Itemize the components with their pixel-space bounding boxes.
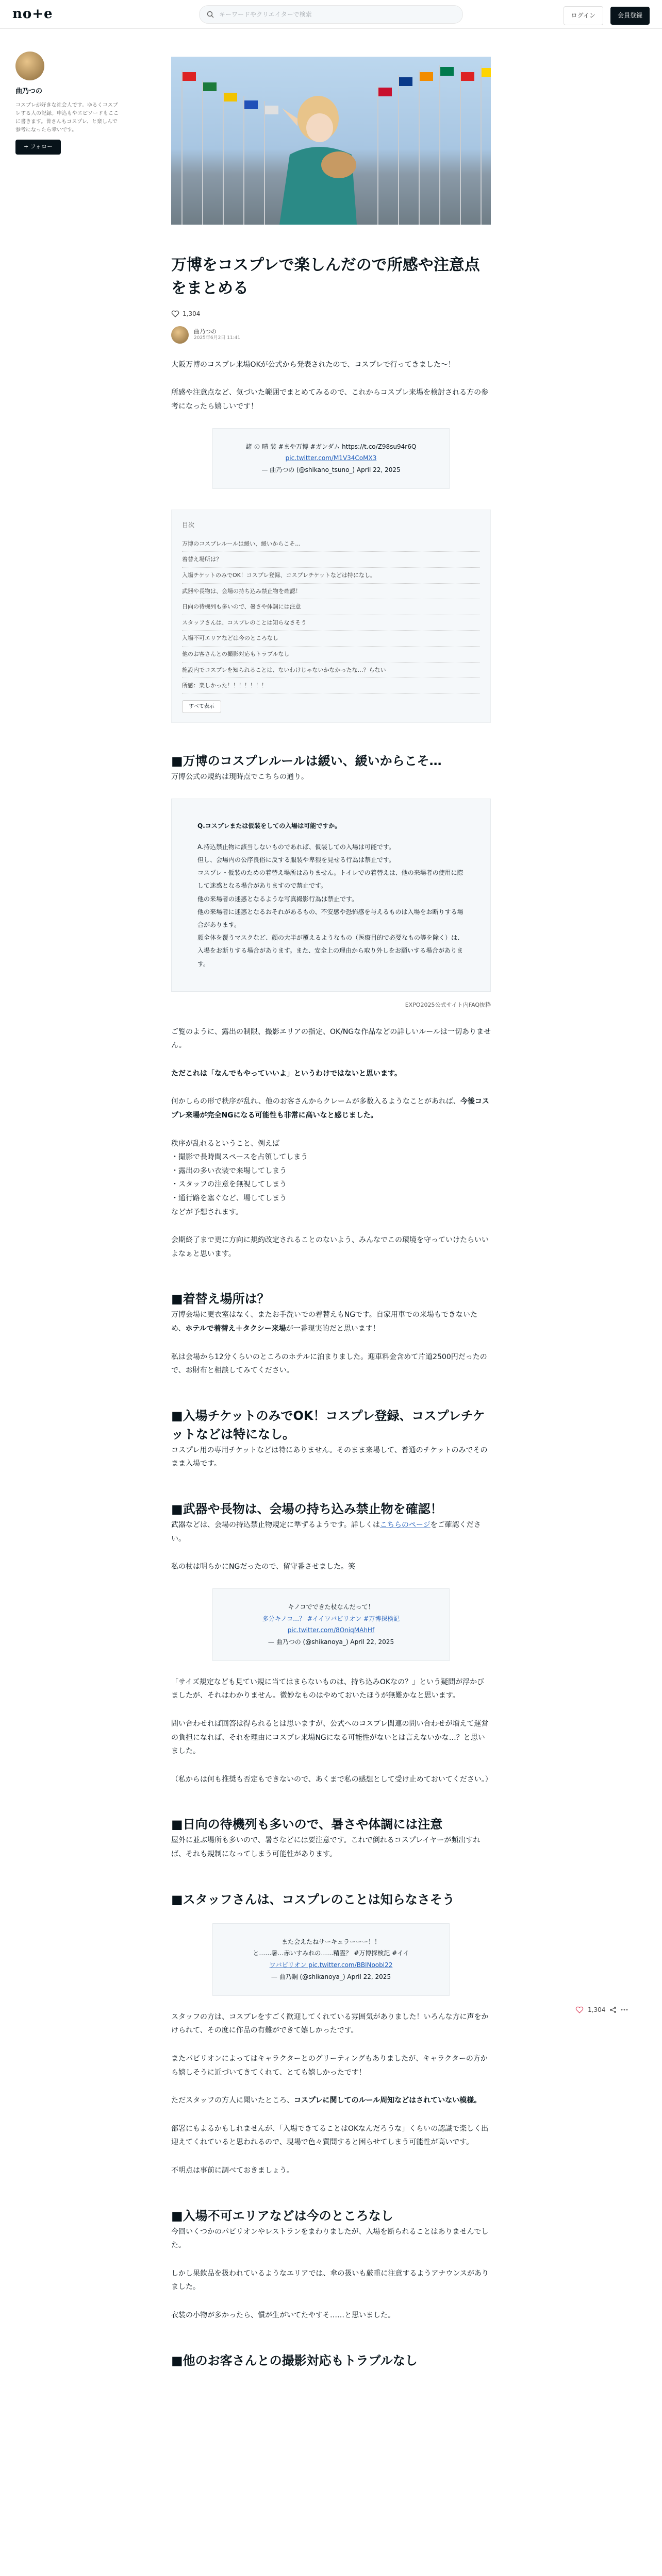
list-item: ・露出の多い衣装で来場してしまう [171,1166,287,1175]
paragraph: 不明点は事前に調べておきましょう。 [171,2166,294,2175]
paragraph: 今回いくつかのパビリオンやレストランをまわりましたが、入場を断られることはありませんでした。 [171,2227,489,2250]
section-heading-staff: ■スタッフさんは、コスプレのことは知らなさそう [171,1892,455,1907]
section-heading-rules: ■万博のコスプレルールは緩い、緩いからこそ… [171,754,442,769]
text: が一番現実的だと思います！ [286,1324,380,1333]
table-of-contents [171,510,491,723]
search-input[interactable] [199,5,463,24]
quote-line: Q.コスプレまたは仮装をしての入場は可能ですか。 [197,822,341,829]
section-lead: 万博公式の規約は現時点でこちらの通り。 [171,773,308,782]
quote-line: 他の来場者の迷惑となるような写真撮影行為は禁止です。 [197,895,358,903]
paragraph: （私からは何も推奨も否定もできないので、あくまで私の感想として受け止めておいてください。） [171,1775,492,1784]
list-item: ・通行路を塞ぐなど、場してしまう [171,1194,287,1202]
tweet-link[interactable]: ワバビリオン pic.twitter.com/BBlNoobl22 [269,1961,393,1969]
tweet-text: 諸 の 晴 装 #まや万博 #ガンダム https://t.co/Z98su94r6Q [245,443,417,450]
like-counter[interactable] [171,308,491,320]
heart-icon[interactable] [171,310,179,318]
section-heading-ticket: ■入場チケットのみでOK！コスプレ登録、コスプレチケットなどは特になし。 [171,1408,485,1442]
toc-item[interactable]: 日向の待機列も多いので、暑さや体調には注意 [182,599,480,615]
paragraph [171,2094,491,2108]
intro-paragraph-1: 大阪万博のコスプレ来場OKが公式から発表されたので、コスプレで行ってきました〜！ [171,360,455,369]
quote-line: 他の来場者に迷惑となるおそれがあるもの、不安感や恐怖感を与えるものは入場をお断りする場合があります。 [197,908,464,928]
paragraph: 秩序が乱れるということ、例えば [171,1139,279,1148]
paragraph [171,1308,491,1335]
list-item: などが予想されます。 [171,1208,243,1216]
more-icon[interactable] [621,2006,628,2013]
author-avatar[interactable] [171,326,189,344]
tweet-embed-1[interactable] [212,428,450,489]
paragraph: 私の杖は明らかにNGだったので、留守番させました。笑 [171,1563,356,1571]
tweet-author: — 曲乃つの (@shikanoya_) April 22, 2025 [268,1638,394,1646]
paragraph: 衣装の小物が多かったら、慣が生がいてたやすそ……と思いました。 [171,2311,395,2319]
paragraph: 部署にもよるかもしれませんが、「入場できてることはOKなんだろうな」くらいの認識で楽しく出迎えてくれていると思われるので、現場で色々質問すると困らせてしまう可能性が高いです。 [171,2124,489,2147]
tweet-text: また会えたねサーキュラーーー！！ [281,1938,380,1945]
text: 武器などは、会場の持込禁止物規定に準ずるようです。詳しくは [171,1520,380,1529]
paragraph [171,1518,491,1546]
bullet-list [171,1150,491,1219]
article [171,57,491,2370]
share-icon[interactable] [609,2006,617,2013]
toc-item[interactable]: 万博のコスプレルールは緩い、緩いからこそ… [182,536,480,552]
floating-action-bar [575,2004,628,2016]
toc-item[interactable]: 入場不可エリアなどは今のところなし [182,631,480,647]
section-heading-areas: ■入場不可エリアなどは今のところなし [171,2208,393,2223]
sidebar-author-bio: コスプレが好きな社会人です。ゆるくコスプレする人の記録。申込もやエピソードもここに書きます。皆さんもコスプレ、と楽しんで参考になったら幸いです。 [15,102,119,133]
paragraph-bold [171,1067,491,1081]
text: 万博会場に更衣室はなく、またお手洗いでの着替えもNGです。自家用車での来場もできないため、 [171,1311,477,1333]
quote-caption: EXPO2025公式サイト内FAQ抜粋 [405,1001,491,1008]
paragraph [171,1095,491,1122]
section-heading-changing: ■着替え場所は？ [171,1292,270,1307]
login-button[interactable]: ログイン [564,6,603,25]
section-heading-weapons: ■武器や長物は、会場の持ち込み禁止物を確認！ [171,1501,443,1516]
note-logo[interactable]: no+e [12,6,53,22]
heart-icon[interactable] [575,2006,584,2014]
top-header [0,0,662,29]
paragraph: ご覧のように、露出の制限、撮影エリアの指定、OK/NGな作品などの詳しいルールは一切ありません。 [171,1027,491,1050]
text: 何かしらの形で秩序が乱れ、他のお客さんからクレームが多数入るようなことがあれば、 [171,1097,460,1106]
author-name[interactable]: 曲乃つの [194,328,217,335]
paragraph: スタッフの方は、コスプレをすごく歓迎してくれている雰囲気がありました！いろんな方に声をかけられて、その度に作品の有難ができて嬉しかったです。 [171,2012,489,2035]
paragraph: 問い合わせれば回答は得られるとは思いますが、公式へのコスプレ関連の問い合わせが増えて運営の負担になれば、それを理由にコスプレ来場NGになる可能性がないとは言えないかな…？と思いました。 [171,1720,489,1756]
tweet-author: — 曲乃つの (@shikano_tsuno_) April 22, 2025 [261,466,401,474]
author-block [171,326,491,344]
paragraph: しかし果飲品を扱われているようなエリアでは、傘の扱いも厳重に注意するようアナウンスがありました。 [171,2269,489,2292]
tweet-embed-3[interactable] [212,1923,450,1996]
publish-date: 2025年6月2日 11:41 [194,335,241,341]
bold-text: 今後コスプレ来場が完全NGになる可能性も非常に高いなと感じました。 [171,1097,489,1120]
prohibited-items-link[interactable]: こちらのページ [379,1520,431,1529]
paragraph: 「サイズ規定なども見てい規に当てはまらないものは、持ち込みOKなの？」という疑問が浮かびましたが、それはわかりません。微妙なものはやめておいたほうが無難かなと思います。 [171,1677,485,1700]
search-icon [207,11,214,18]
follow-button[interactable]: + フォロー [15,140,61,155]
like-count: 1,304 [183,310,201,317]
paragraph: 屋外に並ぶ場所も多いので、暑さなどには要注意です。これで倒れるコスプレイヤーが頻出すれば、それも規制になってしまう可能性があります。 [171,1836,481,1859]
toc-item[interactable]: 施設内でコスプレを知られることは、ないわけじゃないかなかったな…？らない [182,663,480,679]
quote-line: 但し、会場内の公序良俗に反する服装や卑猥を見せる行為は禁止です。 [197,856,395,864]
section-heading-photos: ■他のお客さんとの撮影対応もトラブルなし [171,2353,418,2368]
quote-line: A.持込禁止物に該当しないものであれば、仮装しての入場は可能です。 [197,843,395,851]
tweet-author: — 曲乃鋼 (@shikanoya_) April 22, 2025 [271,1973,391,1981]
search-placeholder: キーワードやクリエイターで検索 [219,10,312,18]
tweet-text: 多分キノコ…？ #イイワバビリオン #万博探検記 [262,1615,400,1622]
quote-line: コスプレ・仮装のための着替え場所はありません。トイレでの着替えは、他の来場者の使用に際して迷惑となる場合がありますので禁止です。 [197,869,464,890]
quote-line: 顔全体を覆うマスクなど、顔の大半が覆えるようなもの（医療目的で必要なもの等を除く）は、入場をお断りする場合があります。また、安全上の理由から取り外しをお願いする場合があります。 [197,934,464,968]
intro-paragraph-2: 所感や注意点など、気づいた範囲でまとめてみるので、これからコスプレ来場を検討される方の参考になったら嬉しいです！ [171,388,489,411]
floating-like-count: 1,304 [588,2006,606,2013]
tweet-link[interactable]: pic.twitter.com/M1V34CoMX3 [285,454,377,462]
toc-heading: 目次 [182,521,195,529]
paragraph: 私は会場から12分くらいのところのホテルに泊まりました。迎車料金含めて片道2500円だったので、お財布と相談してみてください。 [171,1352,487,1375]
text: ただスタッフの方人に聞いたところ、 [171,2096,294,2105]
tweet-text: キノコでできた杖なんだって！ [288,1603,374,1611]
bold-text: ホテルで着替え＋タクシー来場 [185,1324,286,1333]
tweet-link[interactable]: pic.twitter.com/8OniqMAhHf [287,1626,375,1634]
hero-image [171,57,491,225]
list-item: ・スタッフの注意を無視してしまう [171,1180,287,1189]
faq-quote [171,799,491,992]
avatar[interactable] [15,52,44,80]
tweet-embed-2[interactable] [212,1588,450,1661]
section-heading-heat: ■日向の待機列も多いので、暑さや体調には注意 [171,1817,443,1832]
toc-item[interactable]: 他のお客さんとの撮影対応もトラブルなし [182,647,480,663]
toc-item[interactable]: 入場チケットのみでOK！コスプレ登録、コスプレチケットなどは特になし。 [182,568,480,584]
paragraph: 会期終了まで更に方向に規約改定されることのないよう、みんなでこの環境を守っていけたらいいよなぁと思います。 [171,1236,489,1258]
toc-item[interactable]: 着替え場所は？ [182,552,480,568]
article-title: 万博をコスプレで楽しんだので所感や注意点をまとめる [171,256,480,297]
toc-item[interactable]: 所感：楽しかった！！！！！！！ [182,678,480,694]
cosplayer-figure [279,88,357,225]
bold-text: コスプレに関してのルール周知などはされていない模様。 [294,2096,482,2105]
toc-item[interactable]: 武器や長物は、会場の持ち込み禁止物を確認！ [182,584,480,600]
paragraph: またパビリオンによってはキャラクターとのグリーティングもありましたが、キャラクターの方から嬉しそうに近づいてきてくれて、とても嬉しかったです！ [171,2055,488,2077]
sidebar-author-name[interactable]: 曲乃つの [15,88,43,95]
bold-text: ただこれは「なんでもやっていいよ」というわけではないと思います。 [171,1069,402,1078]
toc-expand-button[interactable]: すべて表示 [182,700,221,713]
toc-item[interactable]: スタッフさんは、コスプレのことは知らなさそう [182,615,480,631]
list-item: ・撮影で長時間スペースを占領してしまう [171,1153,308,1162]
signup-button[interactable]: 会員登録 [610,7,650,25]
paragraph: コスプレ用の専用チケットなどは特にありません。そのまま来場して、普通のチケットのみでそのまま入場です。 [171,1446,488,1468]
text: をご確認ください。 [171,1520,481,1543]
tweet-text: と……暑…赤いすみれの……精霊？ #万博探検記 #イイ [253,1950,409,1957]
author-sidebar [15,52,119,155]
